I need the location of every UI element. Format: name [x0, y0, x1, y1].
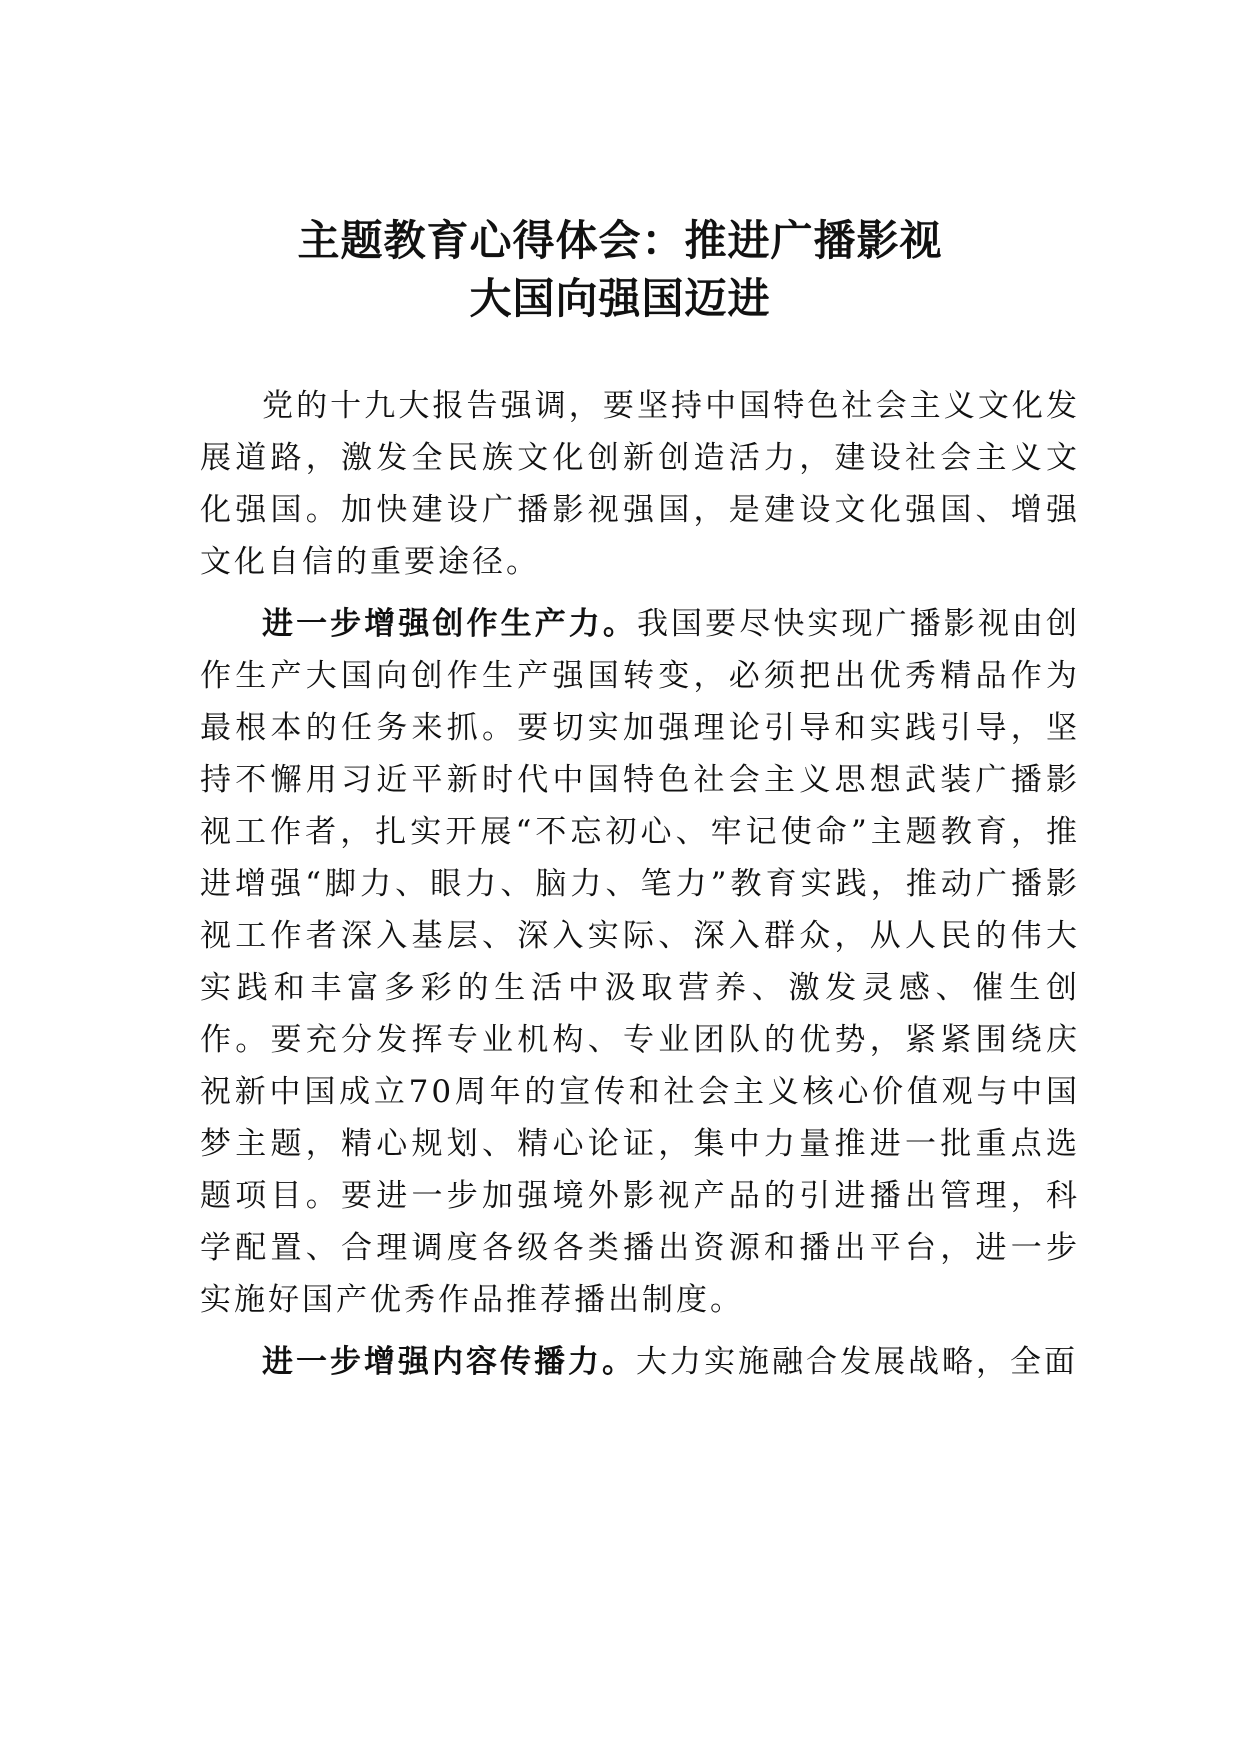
- paragraph-dissemination-text: 大力实施融合发展战略，全面: [636, 1344, 1078, 1380]
- paragraph-dissemination-lead: 进一步增强内容传播力。: [262, 1344, 636, 1380]
- paragraph-intro-text: 党的十九大报告强调，要坚持中国特色社会主义文化发展道路，激发全民族文化创新创造活力，建设社会主义文化强国。加快建设广播影视强国，是建设文化强国、增强文化自信的重要途径。: [200, 388, 1080, 580]
- document-title: [200, 212, 1040, 328]
- paragraph-creation-text: 我国要尽快实现广播影视由创作生产大国向创作生产强国转变，必须把出优秀精品作为最根本的任务来抓。要切实加强理论引导和实践引导，坚持不懈用习近平新时代中国特色社会主义思想武装广播影视工作者，扎实开展“不忘初心、牢记使命”主题教育，推进增强“脚力、眼力、脑力、笔力”教育实践，推动广播影视工作者深入基层、深入实际、深入群众，从人民的伟大实践和丰富多彩的生活中汲取营养、激发灵感、催生创作。要充分发挥专业机构、专业团队的优势，紧紧围绕庆祝新中国成立70周年的宣传和社会主义核心价值观与中国梦主题，精心规划、精心论证，集中力量推进一批重点选题项目。要进一步加强境外影视产品的引进播出管理，科学配置、合理调度各级各类播出资源和播出平台，进一步实施好国产优秀作品推荐播出制度。: [200, 606, 1081, 1318]
- paragraph-creation: [200, 598, 1080, 1326]
- title-line-2: 大国向强国迈进: [469, 274, 771, 323]
- paragraph-creation-lead: 进一步增强创作生产力。: [262, 606, 637, 642]
- title-line-1: 主题教育心得体会：推进广播影视: [297, 216, 943, 265]
- document-body: [200, 380, 1080, 1398]
- paragraph-dissemination: [200, 1336, 1080, 1388]
- paragraph-intro: [200, 380, 1080, 588]
